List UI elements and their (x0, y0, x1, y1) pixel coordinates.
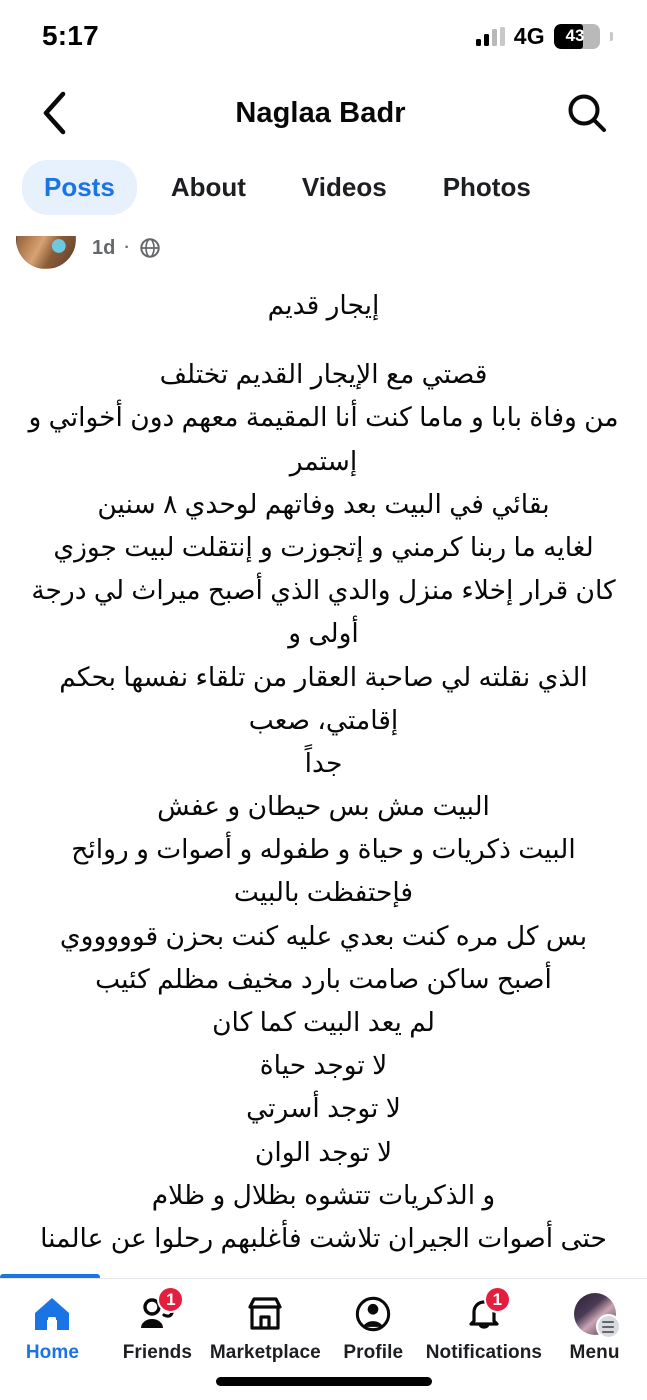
post-line: أصبح ساكن صامت بارد مخيف مظلم كئيب (95, 963, 552, 994)
marketplace-icon (242, 1293, 288, 1335)
post-line: فإحتفظت بالبيت (233, 877, 414, 908)
tab-posts[interactable]: Posts (22, 160, 137, 215)
post-line: لا توجد أسرتي (246, 1093, 401, 1124)
tab-photos[interactable]: Photos (442, 172, 531, 202)
hamburger-icon (596, 1314, 621, 1339)
profile-tab-bar (0, 154, 647, 229)
post-line: و الذكريات تتشوه بظلال و ظلام (151, 1179, 496, 1210)
post-header (0, 236, 647, 270)
nav-label-menu: Menu (569, 1342, 620, 1363)
paragraph-gap (22, 1260, 625, 1278)
post-line: بس كل مره كنت بعدي عليه كنت بحزن قوووووي (59, 920, 588, 951)
post-line: لا توجد حياة (259, 1050, 388, 1081)
profile-icon (350, 1293, 396, 1335)
post-line: قصتي مع الإيجار القديم تختلف (159, 359, 488, 390)
paragraph-gap (22, 327, 625, 353)
cellular-signal-icon (476, 27, 505, 46)
nav-label-profile: Profile (343, 1342, 404, 1363)
meta-separator: · (124, 239, 130, 256)
status-indicators (476, 23, 613, 50)
menu-avatar-icon (572, 1293, 618, 1335)
search-icon (565, 91, 609, 135)
post-timestamp: 1d (92, 236, 116, 259)
nav-item-menu[interactable] (542, 1293, 647, 1364)
post-line: لغايه ما ربنا كرمني و إتجوزت و إنتقلت لبيت جوزي (53, 531, 594, 562)
friends-icon (134, 1289, 180, 1335)
post-line: البيت ذكريات و حياة و طفوله و أصوات و روائح (71, 834, 576, 865)
back-chevron-icon (41, 91, 67, 135)
nav-label-home: Home (25, 1342, 80, 1363)
post-line: البيت مش بس حيطان و عفش (157, 791, 490, 822)
post-line: حتى أصوات الجيران تلاشت فأغلبهم رحلوا عن عالمنا (40, 1222, 607, 1253)
nav-item-friends[interactable] (105, 1289, 210, 1364)
app-bar (0, 72, 647, 154)
nav-item-marketplace[interactable] (210, 1293, 321, 1364)
battery-icon (554, 24, 600, 49)
post-line: لا توجد الوان (254, 1136, 393, 1167)
nav-item-profile[interactable] (321, 1293, 426, 1364)
network-type-label: 4G (513, 22, 545, 49)
status-time: 5:17 (42, 20, 99, 51)
post-line: بقائي في البيت بعد وفاتهم لوحدي ٨ سنين (97, 488, 550, 519)
battery-tip (610, 32, 613, 41)
nav-label-marketplace: Marketplace (209, 1342, 321, 1363)
notifications-badge: 1 (484, 1286, 511, 1313)
friends-badge: 1 (157, 1286, 184, 1313)
post-line: لم يعد البيت كما كان (212, 1007, 435, 1037)
notifications-bell-icon (461, 1289, 507, 1335)
post-meta (92, 237, 161, 260)
tab-videos[interactable]: Videos (301, 172, 387, 202)
post-line: كان قرار إخلاء منزل والدي الذي أصبح ميراث لي درجة أولى و (31, 575, 616, 649)
post-line: جداً (304, 747, 343, 778)
nav-item-notifications[interactable] (425, 1289, 543, 1364)
avatar[interactable] (16, 236, 76, 269)
battery-level-label: 43 (565, 26, 585, 45)
post-text[interactable] (0, 270, 647, 1278)
page-title: Naglaa Badr (235, 96, 406, 129)
status-bar (0, 0, 647, 72)
post-feed[interactable] (0, 236, 647, 1278)
post-line: الذي نقلته لي صاحبة العقار من تلقاء نفسها بحكم إقامتي، صعب (59, 661, 588, 735)
nav-item-home[interactable] (0, 1293, 105, 1364)
nav-label-friends: Friends (122, 1342, 193, 1363)
home-icon (29, 1293, 75, 1335)
search-button[interactable] (557, 83, 617, 143)
post-line: من وفاة بابا و ماما كنت أنا المقيمة معهم دون أخواتي و إستمر (28, 402, 619, 476)
nav-label-notifications: Notifications (425, 1342, 543, 1363)
home-indicator (216, 1377, 432, 1386)
post-title-line: إيجار قديم (267, 290, 380, 320)
back-button[interactable] (24, 83, 84, 143)
globe-privacy-icon[interactable] (139, 237, 161, 259)
tab-about[interactable]: About (170, 172, 246, 202)
